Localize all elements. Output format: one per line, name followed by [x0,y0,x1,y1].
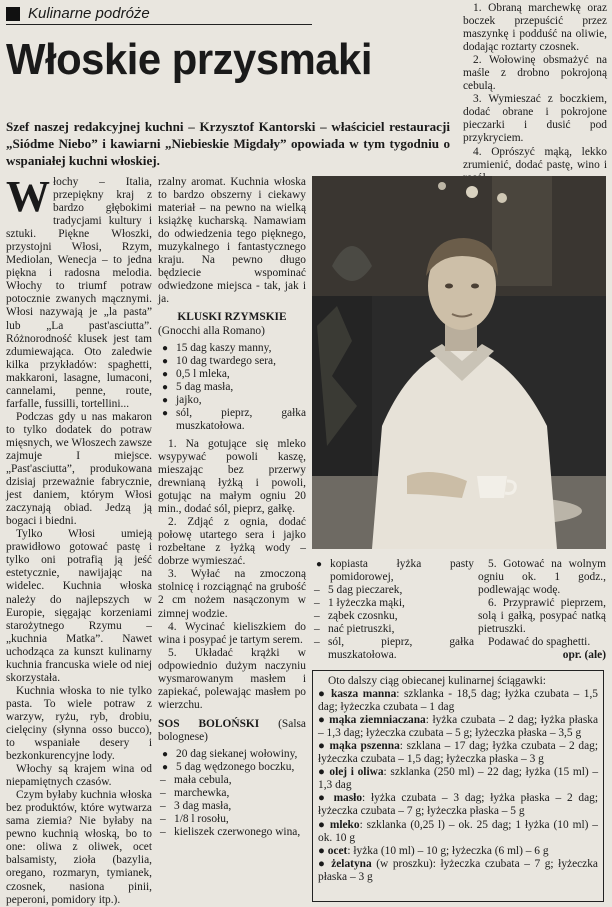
ingredient: ● 15 dag kaszy manny, [158,342,306,355]
chef-photo-illustration [312,176,606,549]
opening-paragraph: Włochy – Italia, przepiękny kraj z bardzo głębokimi tradycjami kultury i sztuki. Piękne Włoszki, przystojni Włosi, Rzym, Mediolan, Wenecja – to jedna piękna i radosna melodia. Włochy to triumf potraw potocznie zwanych mącznymi. Włosi nazywają je „la pasta” lub „La past'asciutta”. Różnorodność klusek jest tam zdumiewająca. Oto zaledwie kilka przykładów: spaghetti, makkaroni, lasagne, lumaconi, cannelami, penne, route, farfalle, fussilli, tortellini... [6,172,152,410]
ingredient: ● kopiasta łyżka pasty pomidorowej, [312,558,474,584]
conversion-item: ● mleko: szklanka (0,25 l) – ok. 25 dag; 1 łyżka (10 ml) – ok. 10 g [318,818,598,844]
conversion-box [312,670,604,902]
ingredient: – mała cebula, [158,774,306,787]
box-intro: Oto dalszy ciąg obiecanej kulinarnej ściągawki: [328,675,546,687]
article-column-1 [6,172,152,907]
sub-ingredient-list [312,584,474,662]
ingredient: ● 5 dag wędzonego boczku, [158,761,306,774]
conversion-list [318,675,598,884]
step: 3. Wyłać na zmoczoną stolnicę i rozciągnąć na grubość 2 cm nożem nasączonym w zimnej wodzie. [158,568,306,620]
article-column-4 [478,558,606,662]
ingredient: – ząbek czosnku, [312,610,474,623]
conversion-item: ● olej i oliwa: szklanka (250 ml) – 22 dag; łyżka (15 ml) – 1,3 dag [318,766,599,792]
author-credit: opr. (ale) [562,649,606,662]
step-item: 4. Oprószyć mąką, lekko zrumienić, dodać pastę, wino i [463,145,607,171]
paragraph: Włochy są krajem wina od niepamiętnych czasów. [6,763,152,789]
section-label: Kulinarne podróże [28,5,150,22]
step: 2. Zdjąć z ognia, dodać połowę utartego sera i jajko rozbełtane z łyżką wody – dobrze wymieszać. [158,516,306,568]
ingredient: – sól, pieprz, gałka muszkatołowa. [312,636,474,662]
paragraph: Czym byłaby kuchnia włoska bez produktów, które wytwarza sama ziemia? Nie byłaby na pewno kuchnią włoską, bo to one: oliwa z oliwek, ocet balsamisty, zioła (bazylia, oregano, rozmaryn, tymianek, czosnek, nasiona pinii, peperoni, pomidory itp.). [6,789,152,906]
conversion-item: ● kasza manna: szklanka - 18,5 dag; łyżka czubata – 1,5 dag; łyżeczka czubata – 1 dag [318,688,598,714]
sub-ingredient-list [158,774,306,839]
ingredient: – nać pietruszki, [312,623,474,636]
step: 6. Przyprawić pieprzem, solą i gałką, posypać natką pietruszki. [478,597,606,636]
step-item: 1. Obraną marchewkę oraz boczek przepuścić przez maszynkę i podduść na oliwie, dodając roztarty czosnek. [463,2,607,54]
recipe-subtitle: (Gnocchi alla Romano) [158,324,265,337]
recipe-title: KLUSKI RZYMSKIE [177,311,287,324]
article-column-3 [312,558,474,662]
paragraph: Tylko Włosi umieją prawidłowo gotować pastę i tylko oni potrafią ją jeść estetycznie, nawijając na widelec. Kuchnia włoska należy do najlepszych w Europie, sięgając korzeniami starożytnego Rzymu – „kuchnia Matka”. Nawet uchodząca za kunszt kulinarny kuchnia francuska wiele od niej skorzystała. [6,528,152,684]
conversion-item: ● mąka ziemniaczana: łyżka czubata – 2 dag; łyżka płaska – 1,3 dag; łyżeczka czubata – 5 g; łyżeczka płaska – 3,5 g [318,714,599,740]
conversion-item: ● ocet: łyżka (10 ml) – 10 g; łyżeczka (6 ml) – 6 g [318,844,549,857]
article-column-2 [158,176,306,839]
paragraph: Kuchnia włoska to nie tylko pasta. To wiele potraw z warzyw, ryżu, ryb, drobiu, cielęciny (słynna osso bucco), to wspaniałe desery i bezkonkurencyjne lody. [6,684,152,763]
serving-note: Podawać do spaghetti. [488,636,591,649]
ingredient: ● 5 dag masła, [158,381,306,394]
headline: Włoskie przysmaki [6,35,372,84]
section-tag [6,6,306,23]
ingredient-list [158,748,306,774]
top-right-steps [463,2,607,185]
lead-paragraph: Szef naszej redakcyjnej kuchni – Krzysztof Kantorski – właściciel restauracji „Siódme Niebo” i kawiarni „Niebieskie Migdały” opowiada w tym tygodniu o wspaniałej kuchni włoskiej. [6,119,450,168]
ingredient: ● 20 dag siekanej wołowiny, [158,748,306,761]
ingredient: ● sól, pieprz, gałka muszkatołowa. [158,407,306,433]
step: 4. Wycinać kieliszkiem do wina i posypać je tartym serem. [158,620,306,646]
ingredient-list [312,558,474,584]
paragraph: rzalny aromat. Kuchnia włoska to bardzo obszerny i ciekawy materiał – na pewno na wielką książkę kucharską. Namawiam do odwiedzenia tego pięknego, muzykalnego i fantastycznego kraju. Na pewno długo będziecie wspominać odwiedzone miejsca - tak, jak i ja. [158,176,306,306]
ingredient-list [158,342,306,433]
chef-photo [312,176,606,549]
recipe-title: SOS BOLOŃSKI (Salsa bolognese) [158,717,306,743]
conversion-item: ● żelatyna (w proszku): łyżeczka czubata – 7 g; łyżeczka płaska – 3 g [318,857,598,883]
step-item: 2. Wołowinę obsmażyć na maśle z drobno pokrojoną cebulą. [463,54,607,93]
step: 5. Układać krążki w odpowiednio dużym naczyniu wysmarowanym masłem i zapiekać, polewając masłem po wierzchu. [158,646,306,711]
ingredient: ● 10 dag twardego sera, [158,355,306,368]
step-item: 3. Wymieszać z boczkiem, dodać obrane i pokrojone pieczarki i dusić pod przykryciem. [463,93,607,145]
dropcap: W [6,172,50,221]
ingredient: – 1/8 l rosołu, [158,813,306,826]
ingredient: – marchewka, [158,787,306,800]
step: 1. Na gotujące się mleko wsypywać powoli kaszę, mieszając bez przerwy drewnianą łyżką i powoli, gotując na małym ogniu 20 min., dodać sól, pieprz, gałkę. [158,437,306,516]
ingredient: – 3 dag masła, [158,800,306,813]
section-marker-square [6,7,20,21]
ingredient: – 5 dag pieczarek, [312,584,474,597]
conversion-item: ● mąka pszenna: szklana – 17 dag; łyżka czubata – 2 dag; łyżeczka czubata – 1,5 dag; łyżeczka płaska – 3 g [318,740,599,766]
ingredient: ● jajko, [158,394,306,407]
ingredient: ● 0,5 l mleka, [158,368,306,381]
paragraph: Podczas gdy u nas makaron to tylko dodatek do potraw mięsnych, we Włoszech zawsze zajmuje I miejsce. „Past'asciutta”, produkowana dzisiaj przeważnie fabrycznie, jest daniem, którym Włosi zaczynają obiad. Jedzą ją bogaci i biedni. [6,410,152,528]
ingredient: – kieliszek czerwonego wina, [158,826,306,839]
ingredient: – 1 łyżeczka mąki, [312,597,474,610]
conversion-item: ● masło: łyżka czubata – 3 dag; łyżka płaska – 2 dag; łyżeczka czubata – 7 g; łyżeczka płaska – 5 g [318,792,599,818]
step: 5. Gotować na wolnym ogniu ok. 1 godz., podlewając wodę. [478,558,606,597]
